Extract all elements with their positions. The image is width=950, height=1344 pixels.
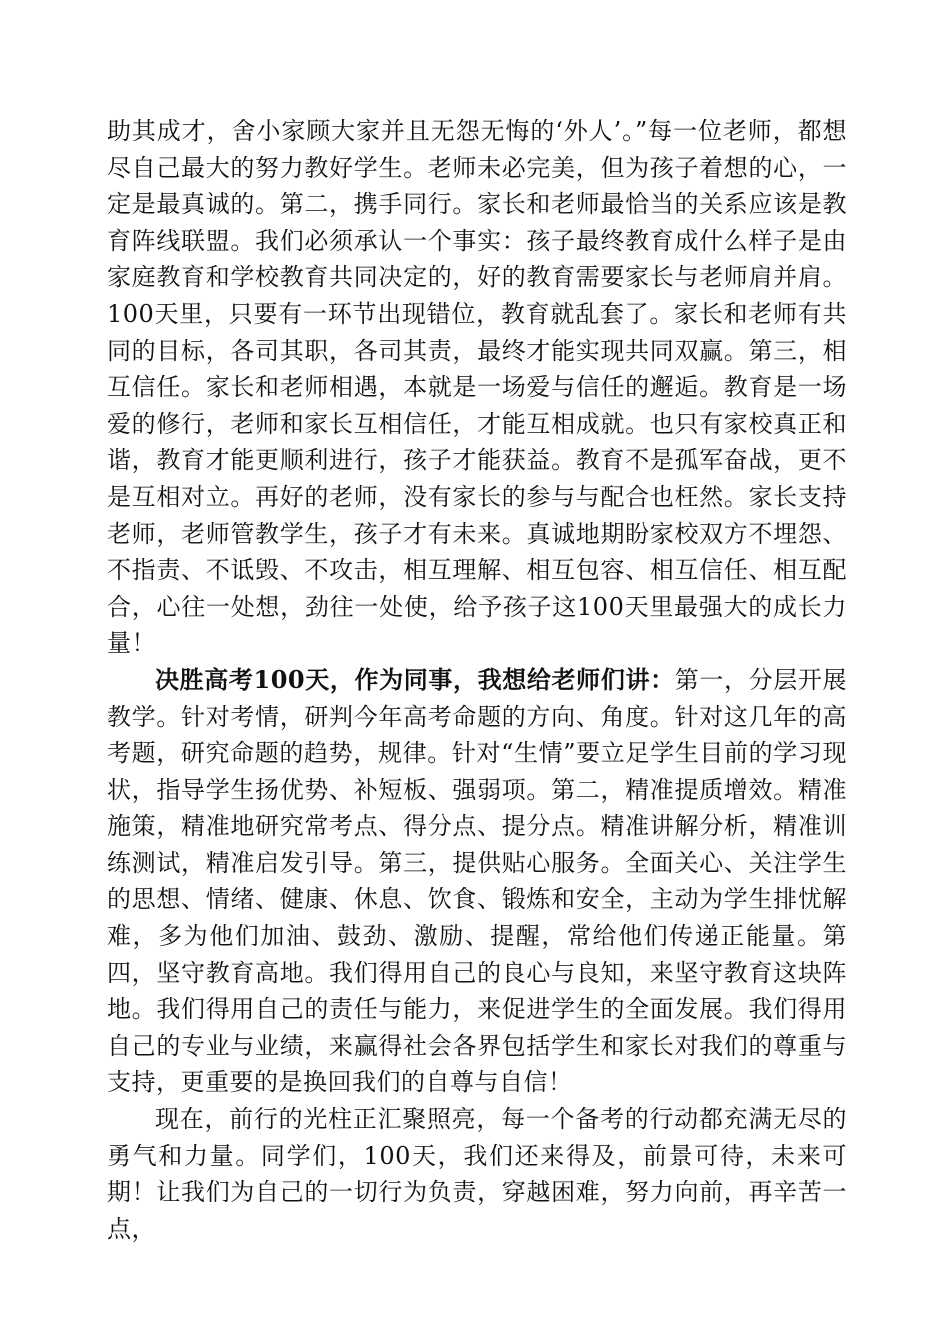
paragraph-home-school xyxy=(107,113,847,662)
paragraph-text: 第一，分层开展教学。针对考情，研判今年高考命题的方向、角度。针对这几年的高考题，研究命题的趋势，规律。针对“生情”要立足学生目前的学习现状，指导学生扬优势、补短板、强弱项。第二，精准提质增效。精准施策，精准地研究常考点、得分点、提分点。精准讲解分析，精准训练测试，精准启发引导。第三，提供贴心服务。全面关心、关注学生的思想、情绪、健康、休息、饮食、锻炼和安全，主动为学生排忧解难，多为他们加油、鼓劲、激励、提醒，常给他们传递正能量。第四，坚守教育高地。我们得用自己的良心与良知，来坚守教育这块阵地。我们得用自己的责任与能力，来促进学生的全面发展。我们得用自己的专业与业绩，来赢得社会各界包括学生和家长对我们的尊重与支持，更重要的是换回我们的自尊与自信！ xyxy=(107,665,848,1097)
paragraph-teachers xyxy=(107,662,847,1101)
document-body xyxy=(107,113,847,1247)
paragraph-students xyxy=(107,1101,847,1247)
paragraph-text: 现在，前行的光柱正汇聚照亮，每一个备考的行动都充满无尽的勇气和力量。同学们，100天，我们还来得及，前景可待，未来可期！让我们为自己的一切行为负责，穿越困难，努力向前，再辛苦一点， xyxy=(107,1105,847,1243)
paragraph-bold-lead: 决胜高考100天，作为同事，我想给老师们讲： xyxy=(155,664,675,694)
paragraph-text: 助其成才，舍小家顾大家并且无怨无悔的‘外人’。”每一位老师，都想尽自己最大的努力教好学生。老师未必完美，但为孩子着想的心，一定是最真诚的。第二，携手同行。家长和老师最恰当的关系应该是教育阵线联盟。我们必须承认一个事实：孩子最终教育成什么样子是由家庭教育和学校教育共同决定的，好的教育需要家长与老师肩并肩。100天里，只要有一环节出现错位，教育就乱套了。家长和老师有共同的目标，各司其职，各司其责，最终才能实现共同双赢。第三，相互信任。家长和老师相遇，本就是一场爱与信任的邂逅。教育是一场爱的修行，老师和家长互相信任，才能互相成就。也只有家校真正和谐，教育才能更顺利进行，孩子才能获益。教育不是孤军奋战，更不是互相对立。再好的老师，没有家长的参与与配合也枉然。家长支持老师，老师管教学生，孩子才有未来。真诚地期盼家校双方不埋怨、不指责、不诋毁、不攻击，相互理解、相互包容、相互信任、相互配合，心往一处想，劲往一处使，给予孩子这100天里最强大的成长力量！ xyxy=(107,117,847,658)
